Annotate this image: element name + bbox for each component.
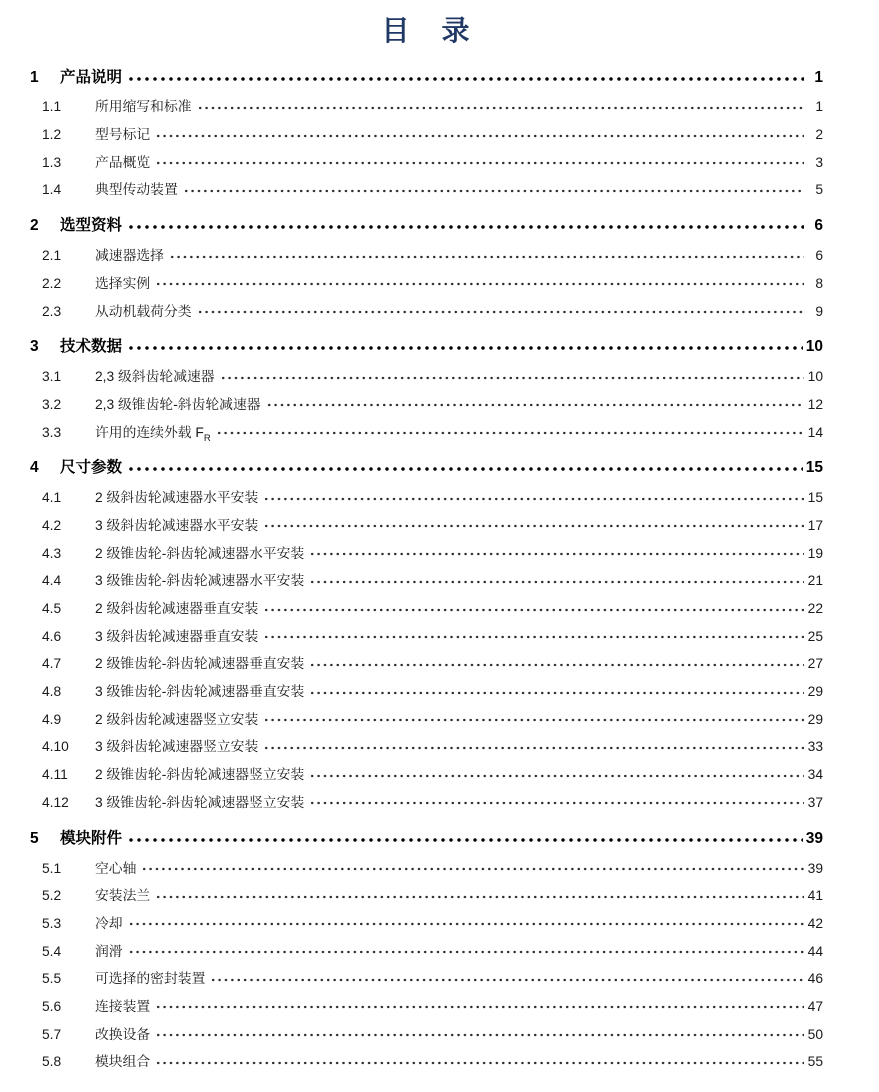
dotted-leader bbox=[155, 117, 804, 143]
toc-section-number: 2 bbox=[30, 217, 39, 235]
toc-entry-number: 4.9 bbox=[42, 711, 62, 727]
toc-entry-page-number: 10 bbox=[807, 369, 823, 385]
toc-entry-number: 1.3 bbox=[42, 154, 62, 170]
toc-entry-number: 4.5 bbox=[42, 601, 62, 617]
toc-entry-number: 4.2 bbox=[42, 517, 62, 533]
dotted-leader bbox=[309, 674, 804, 700]
toc-entry-number: 4.1 bbox=[42, 490, 62, 506]
toc-entry[interactable] bbox=[30, 90, 823, 118]
dotted-leader bbox=[127, 331, 803, 355]
dotted-leader bbox=[155, 878, 804, 904]
toc-entry-page-number: 9 bbox=[815, 303, 823, 319]
toc-entry-title: 3 级锥齿轮-斜齿轮减速器竖立安装 bbox=[95, 794, 305, 810]
toc-entry[interactable] bbox=[30, 785, 823, 813]
toc-entry-title: 许用的连续外载 $F_R$ bbox=[95, 424, 211, 444]
toc-entry[interactable] bbox=[30, 989, 823, 1017]
dotted-leader bbox=[263, 508, 804, 534]
toc-entry-title: 润滑 bbox=[95, 943, 123, 959]
dotted-leader bbox=[197, 294, 804, 320]
toc-entry-title: 改换设备 bbox=[95, 1026, 151, 1042]
toc-entry-number: 2.2 bbox=[42, 275, 62, 291]
toc-entry-title: 2,3 级锥齿轮-斜齿轮减速器 bbox=[95, 396, 261, 412]
toc-entry[interactable] bbox=[30, 647, 823, 675]
dotted-leader bbox=[183, 173, 804, 199]
subscript-text: R bbox=[203, 432, 211, 444]
toc-entry-number: 1.1 bbox=[42, 99, 62, 115]
toc-entry-number: 5.1 bbox=[42, 860, 62, 876]
toc-entry-page-number: 39 bbox=[807, 860, 823, 876]
toc-section-number: 1 bbox=[30, 68, 39, 86]
toc-entry-page-number: 12 bbox=[807, 396, 823, 412]
toc-section-page-number: 15 bbox=[805, 459, 823, 477]
dotted-leader bbox=[141, 851, 804, 877]
dotted-leader bbox=[263, 702, 804, 728]
toc-entry-page-number: 44 bbox=[807, 943, 823, 959]
toc-entry-title: 模块组合 bbox=[95, 1054, 151, 1070]
toc-entry-page-number: 27 bbox=[807, 656, 823, 672]
toc-section bbox=[30, 452, 823, 812]
dotted-leader bbox=[155, 1045, 804, 1071]
toc-entry-page-number: 37 bbox=[807, 794, 823, 810]
toc-entry-number: 5.2 bbox=[42, 888, 62, 904]
dotted-leader bbox=[263, 591, 804, 617]
toc-entry[interactable] bbox=[30, 536, 823, 564]
toc-entry-number: 4.3 bbox=[42, 545, 62, 561]
dotted-leader bbox=[263, 730, 804, 756]
toc-entry-title: 产品概览 bbox=[95, 154, 151, 170]
dotted-leader bbox=[155, 989, 804, 1015]
toc-entry-page-number: 21 bbox=[807, 573, 823, 589]
toc-section-items bbox=[30, 90, 823, 201]
toc-entry[interactable] bbox=[30, 851, 823, 879]
dotted-leader bbox=[216, 415, 804, 441]
toc-entry-page-number: 8 bbox=[815, 275, 823, 291]
toc-entry-number: 4.7 bbox=[42, 656, 62, 672]
dotted-leader bbox=[127, 452, 803, 476]
toc-entry-title: 3 级斜齿轮减速器竖立安装 bbox=[95, 739, 259, 755]
toc-entry-title: 典型传动装置 bbox=[95, 182, 178, 198]
toc-section-number: 5 bbox=[30, 829, 39, 847]
dotted-leader bbox=[309, 647, 804, 673]
dotted-leader bbox=[309, 785, 804, 811]
toc-section bbox=[30, 823, 823, 1073]
toc-entry-page-number: 6 bbox=[815, 248, 823, 264]
toc-entry-number: 4.10 bbox=[42, 739, 69, 755]
toc-entry[interactable] bbox=[30, 961, 823, 989]
dotted-leader bbox=[155, 145, 804, 171]
toc-entry-title: 3 级斜齿轮减速器水平安装 bbox=[95, 517, 259, 533]
toc-entry-number: 4.6 bbox=[42, 628, 62, 644]
toc-entry[interactable] bbox=[30, 757, 823, 785]
toc-entry[interactable] bbox=[30, 294, 823, 322]
toc-section-number: 3 bbox=[30, 338, 39, 356]
page-title: 目 录 bbox=[381, 15, 472, 46]
toc-entry-title: 连接装置 bbox=[95, 998, 151, 1014]
toc-section-items bbox=[30, 851, 823, 1073]
toc-section-heading[interactable] bbox=[30, 210, 823, 234]
toc-entry-title: 所用缩写和标准 bbox=[95, 99, 192, 115]
toc-entry[interactable] bbox=[30, 878, 823, 906]
toc-entry[interactable] bbox=[30, 266, 823, 294]
toc-entry[interactable] bbox=[30, 619, 823, 647]
toc-entry-page-number: 33 bbox=[807, 739, 823, 755]
dotted-leader bbox=[155, 1017, 804, 1043]
toc-entry-title: 2 级斜齿轮减速器水平安装 bbox=[95, 490, 259, 506]
dotted-leader bbox=[128, 906, 804, 932]
toc-entry-title: 2 级斜齿轮减速器垂直安装 bbox=[95, 601, 259, 617]
toc-section-title: 模块附件 bbox=[60, 829, 123, 847]
toc-entry-title: 2 级斜齿轮减速器竖立安装 bbox=[95, 711, 259, 727]
toc-entry[interactable] bbox=[30, 238, 823, 266]
toc-entry-number: 5.6 bbox=[42, 998, 62, 1014]
toc-entry-page-number: 42 bbox=[807, 915, 823, 931]
toc-entry[interactable] bbox=[30, 173, 823, 201]
toc-entry-title: 3 级锥齿轮-斜齿轮减速器垂直安装 bbox=[95, 684, 305, 700]
toc-section-title: 技术数据 bbox=[60, 338, 123, 356]
toc-entry-title: 从动机载荷分类 bbox=[95, 303, 192, 319]
toc-entry-number: 4.11 bbox=[42, 767, 68, 783]
toc-entry-title: 减速器选择 bbox=[95, 248, 164, 264]
toc-entry-number: 5.4 bbox=[42, 943, 62, 959]
toc-entry-number: 2.3 bbox=[42, 303, 62, 319]
toc-entry-page-number: 22 bbox=[807, 601, 823, 617]
dotted-leader bbox=[169, 238, 804, 264]
toc-entry-page-number: 25 bbox=[807, 628, 823, 644]
dotted-leader bbox=[263, 619, 804, 645]
toc-entry-page-number: 46 bbox=[807, 971, 823, 987]
toc-entry-number: 1.2 bbox=[42, 127, 62, 143]
toc-entry-number: 4.4 bbox=[42, 573, 62, 589]
toc-entry-number: 2.1 bbox=[42, 248, 62, 264]
toc-entry-number: 5.7 bbox=[42, 1026, 62, 1042]
toc-entry-title: 冷却 bbox=[95, 915, 123, 931]
toc-entry[interactable] bbox=[30, 387, 823, 415]
toc-entry-title: 可选择的密封装置 bbox=[95, 971, 206, 987]
toc-entry-page-number: 34 bbox=[807, 767, 823, 783]
dotted-leader bbox=[266, 387, 804, 413]
toc-entry[interactable] bbox=[30, 591, 823, 619]
dotted-leader bbox=[309, 757, 804, 783]
toc-entry-title: 3 级斜齿轮减速器垂直安装 bbox=[95, 628, 259, 644]
toc-section-heading[interactable] bbox=[30, 823, 823, 847]
toc-entry-page-number: 5 bbox=[815, 182, 823, 198]
toc-entry-title: 型号标记 bbox=[95, 127, 151, 143]
dotted-leader bbox=[263, 480, 804, 506]
toc-entry[interactable] bbox=[30, 415, 823, 443]
toc-entry-page-number: 55 bbox=[807, 1054, 823, 1070]
toc-entry[interactable] bbox=[30, 1045, 823, 1073]
toc-entry-title: 选择实例 bbox=[95, 275, 151, 291]
toc-entry-page-number: 3 bbox=[815, 154, 823, 170]
toc-entry-title: 安装法兰 bbox=[95, 888, 151, 904]
toc-entry-number: 5.3 bbox=[42, 915, 62, 931]
dotted-leader bbox=[309, 564, 804, 590]
toc-entry-title: 空心轴 bbox=[95, 860, 137, 876]
toc-entry-page-number: 15 bbox=[807, 490, 823, 506]
toc-list bbox=[30, 62, 823, 1073]
dotted-leader bbox=[127, 823, 803, 847]
toc-section-page-number: 1 bbox=[814, 68, 823, 86]
dotted-leader bbox=[155, 266, 804, 292]
toc-section-items bbox=[30, 238, 823, 321]
toc-entry-page-number: 14 bbox=[807, 424, 823, 440]
toc-entry-title: 2 级锥齿轮-斜齿轮减速器水平安装 bbox=[95, 545, 305, 561]
toc-section-page-number: 10 bbox=[805, 338, 823, 356]
toc-entry-page-number: 19 bbox=[807, 545, 823, 561]
toc-section-title: 产品说明 bbox=[60, 68, 123, 86]
toc-section-page-number: 6 bbox=[814, 217, 823, 235]
toc-entry[interactable] bbox=[30, 508, 823, 536]
toc-entry-page-number: 41 bbox=[807, 888, 823, 904]
toc-section-number: 4 bbox=[30, 459, 39, 477]
toc-entry[interactable] bbox=[30, 702, 823, 730]
toc-section-title: 选型资料 bbox=[60, 217, 123, 235]
toc-section-items bbox=[30, 359, 823, 442]
dotted-leader bbox=[309, 536, 804, 562]
toc-entry-number: 3.3 bbox=[42, 424, 62, 440]
toc-section bbox=[30, 331, 823, 442]
toc-entry-page-number: 29 bbox=[807, 711, 823, 727]
toc-entry-number: 3.1 bbox=[42, 369, 62, 385]
toc-entry-title: 3 级锥齿轮-斜齿轮减速器水平安装 bbox=[95, 573, 305, 589]
toc-entry[interactable] bbox=[30, 1017, 823, 1045]
toc-entry[interactable] bbox=[30, 117, 823, 145]
toc-entry-page-number: 1 bbox=[815, 99, 823, 115]
toc-entry-title: 2,3 级斜齿轮减速器 bbox=[95, 369, 215, 385]
toc-entry[interactable] bbox=[30, 906, 823, 934]
toc-entry-page-number: 47 bbox=[807, 998, 823, 1014]
toc-entry[interactable] bbox=[30, 564, 823, 592]
toc-section-page-number: 39 bbox=[805, 829, 823, 847]
toc-section-items bbox=[30, 480, 823, 812]
toc-entry-number: 5.5 bbox=[42, 971, 62, 987]
toc-section-heading[interactable] bbox=[30, 62, 823, 86]
toc-entry[interactable] bbox=[30, 934, 823, 962]
toc-entry[interactable] bbox=[30, 480, 823, 508]
dotted-leader bbox=[210, 961, 804, 987]
toc-entry-number: 4.12 bbox=[42, 794, 69, 810]
toc-entry-page-number: 50 bbox=[807, 1026, 823, 1042]
toc-entry-number: 3.2 bbox=[42, 396, 62, 412]
dotted-leader bbox=[127, 62, 804, 86]
toc-entry[interactable] bbox=[30, 145, 823, 173]
toc-entry-page-number: 2 bbox=[815, 127, 823, 143]
toc-entry-page-number: 29 bbox=[807, 684, 823, 700]
toc-section bbox=[30, 210, 823, 321]
toc-entry-page-number: 17 bbox=[807, 517, 823, 533]
dotted-leader bbox=[127, 210, 804, 234]
toc-entry[interactable] bbox=[30, 674, 823, 702]
toc-section-heading[interactable] bbox=[30, 331, 823, 355]
toc-entry-title: 2 级锥齿轮-斜齿轮减速器垂直安装 bbox=[95, 656, 305, 672]
toc-entry-title: 2 级锥齿轮-斜齿轮减速器竖立安装 bbox=[95, 767, 305, 783]
toc-entry[interactable] bbox=[30, 730, 823, 758]
toc-section bbox=[30, 62, 823, 201]
toc-entry[interactable] bbox=[30, 359, 823, 387]
dotted-leader bbox=[220, 359, 804, 385]
dotted-leader bbox=[197, 90, 804, 116]
toc-section-heading[interactable] bbox=[30, 452, 823, 476]
dotted-leader bbox=[128, 934, 804, 960]
toc-entry-number: 4.8 bbox=[42, 684, 62, 700]
toc-entry-number: 5.8 bbox=[42, 1054, 62, 1070]
toc-section-title: 尺寸参数 bbox=[60, 459, 123, 477]
toc-entry-number: 1.4 bbox=[42, 182, 62, 198]
